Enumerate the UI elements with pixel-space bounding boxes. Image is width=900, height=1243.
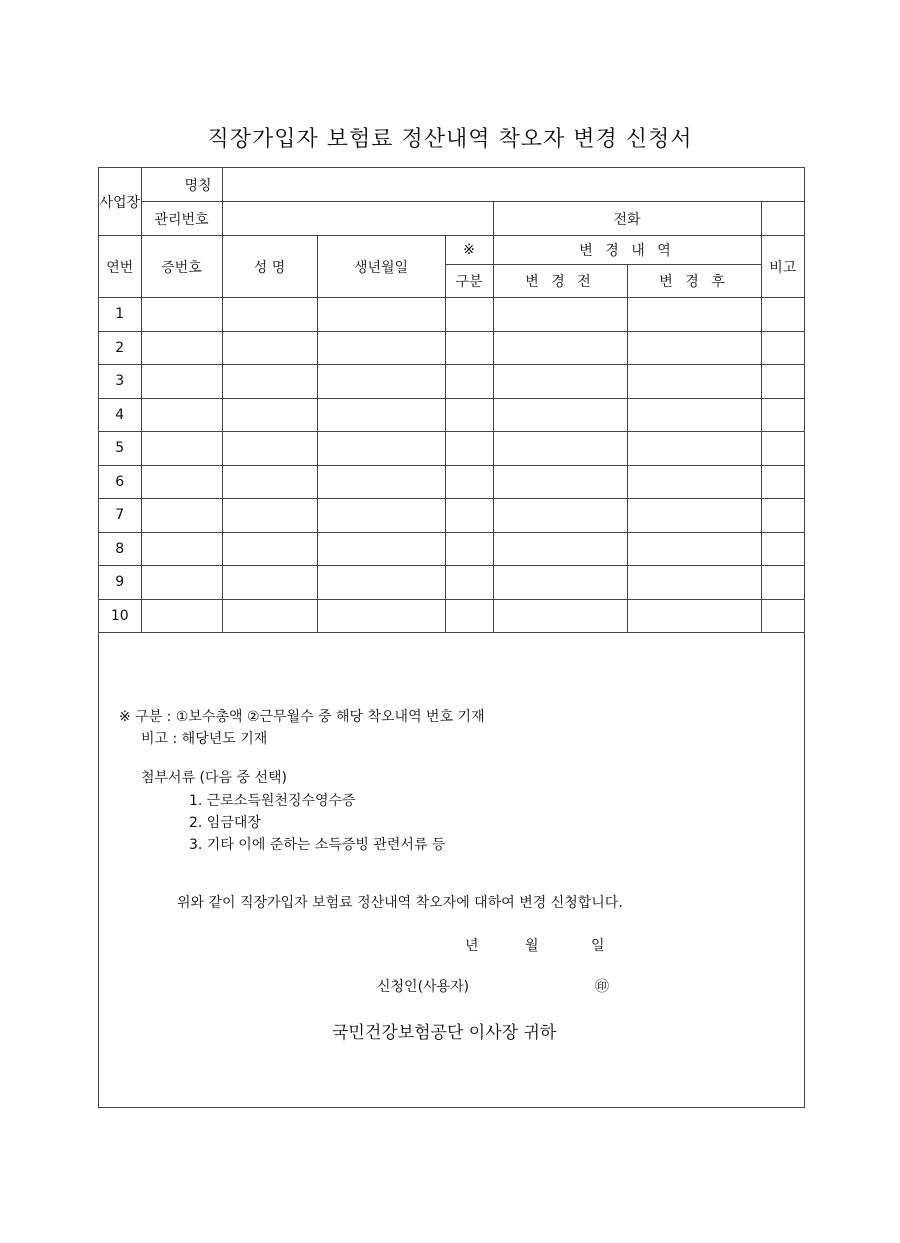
cell[interactable] [317,298,445,332]
cell[interactable] [493,599,627,633]
cell[interactable] [627,298,761,332]
attach-title: 첨부서류 (다음 중 선택) [141,770,287,786]
cell[interactable] [761,532,804,566]
cell[interactable] [761,331,804,365]
row-number: 4 [99,398,141,432]
cell[interactable] [493,298,627,332]
workplace-label: 사업장 [99,168,141,236]
cell[interactable] [222,331,317,365]
cell[interactable] [141,331,222,365]
col-cert: 증번호 [141,236,222,298]
cell[interactable] [317,398,445,432]
cell[interactable] [141,566,222,600]
cell[interactable] [445,398,493,432]
cell[interactable] [141,465,222,499]
cell[interactable] [445,432,493,466]
cell[interactable] [493,465,627,499]
cell[interactable] [493,532,627,566]
cell[interactable] [141,298,222,332]
cell[interactable] [317,499,445,533]
cell[interactable] [222,499,317,533]
cell[interactable] [627,532,761,566]
cell[interactable] [317,465,445,499]
cell[interactable] [317,599,445,633]
col-change: 변 경 내 역 [493,236,761,265]
cell[interactable] [141,398,222,432]
cell[interactable] [493,499,627,533]
cell[interactable] [761,566,804,600]
date-month: 월 [525,938,539,954]
cell[interactable] [222,532,317,566]
cell[interactable] [445,465,493,499]
col-before: 변 경 전 [493,265,627,298]
col-no: 연번 [99,236,141,298]
cell[interactable] [493,365,627,399]
row-number: 5 [99,432,141,466]
date-year: 년 [465,938,479,954]
cell[interactable] [141,365,222,399]
row-number: 6 [99,465,141,499]
cell[interactable] [627,465,761,499]
cell[interactable] [627,566,761,600]
cell[interactable] [493,398,627,432]
cell[interactable] [222,599,317,633]
cell[interactable] [141,532,222,566]
col-name: 성 명 [222,236,317,298]
cell[interactable] [761,465,804,499]
form-title: 직장가입자 보험료 정산내역 착오자 변경 신청서 [207,127,693,152]
cell[interactable] [445,365,493,399]
row-number: 3 [99,365,141,399]
attach-item: 1. 근로소득원천징수영수증 [189,793,356,809]
phone-label: 전화 [493,202,761,236]
cell[interactable] [222,465,317,499]
row-number: 2 [99,331,141,365]
cell[interactable] [222,365,317,399]
cell[interactable] [222,566,317,600]
cell[interactable] [445,499,493,533]
cell[interactable] [761,599,804,633]
cell[interactable] [445,298,493,332]
cell[interactable] [493,331,627,365]
cell[interactable] [317,566,445,600]
application-form [98,167,805,1108]
cell[interactable] [761,499,804,533]
mgmt-number-field[interactable] [222,202,493,236]
cell[interactable] [317,432,445,466]
workplace-name-field[interactable] [222,168,804,202]
col-remark: 비고 [761,236,804,298]
date-day: 일 [591,938,605,954]
cell[interactable] [493,566,627,600]
cell[interactable] [317,365,445,399]
cell[interactable] [761,298,804,332]
recipient: 국민건강보험공단 이사장 귀하 [332,1023,557,1043]
cell[interactable] [222,432,317,466]
notes-section [99,638,804,1108]
cell[interactable] [445,532,493,566]
cell[interactable] [627,365,761,399]
form-table [99,168,804,633]
row-number: 7 [99,499,141,533]
cell[interactable] [445,331,493,365]
cell[interactable] [493,432,627,466]
attach-item: 3. 기타 이에 준하는 소득증빙 관련서류 등 [189,837,446,853]
cell[interactable] [445,599,493,633]
row-number: 10 [99,599,141,633]
note-remark: 비고 : 해당년도 기재 [141,731,268,747]
phone-field[interactable] [761,202,804,236]
col-type: 구분 [445,265,493,298]
name-label: 명칭 [141,168,222,202]
cell[interactable] [627,499,761,533]
col-after: 변 경 후 [627,265,761,298]
row-number: 1 [99,298,141,332]
cell[interactable] [627,432,761,466]
cell[interactable] [627,599,761,633]
cell[interactable] [222,298,317,332]
row-number: 8 [99,532,141,566]
mgmt-number-label: 관리번호 [141,202,222,236]
cell[interactable] [141,499,222,533]
row-number: 9 [99,566,141,600]
col-birth: 생년월일 [317,236,445,298]
attach-item: 2. 임금대장 [189,815,261,831]
cell[interactable] [761,398,804,432]
cell[interactable] [445,566,493,600]
seal-icon: ㊞ [595,979,609,995]
cell[interactable] [141,432,222,466]
cell[interactable] [141,599,222,633]
col-mark: ※ [445,236,493,265]
applicant-label: 신청인(사용자) [377,979,470,995]
cell[interactable] [317,331,445,365]
cell[interactable] [761,432,804,466]
statement: 위와 같이 직장가입자 보험료 정산내역 착오자에 대하여 변경 신청합니다. [177,895,623,911]
cell[interactable] [761,365,804,399]
note-type: ※ 구분 : ①보수총액 ②근무월수 중 해당 착오내역 번호 기재 [119,709,485,725]
cell[interactable] [627,398,761,432]
cell[interactable] [317,532,445,566]
cell[interactable] [627,331,761,365]
cell[interactable] [222,398,317,432]
